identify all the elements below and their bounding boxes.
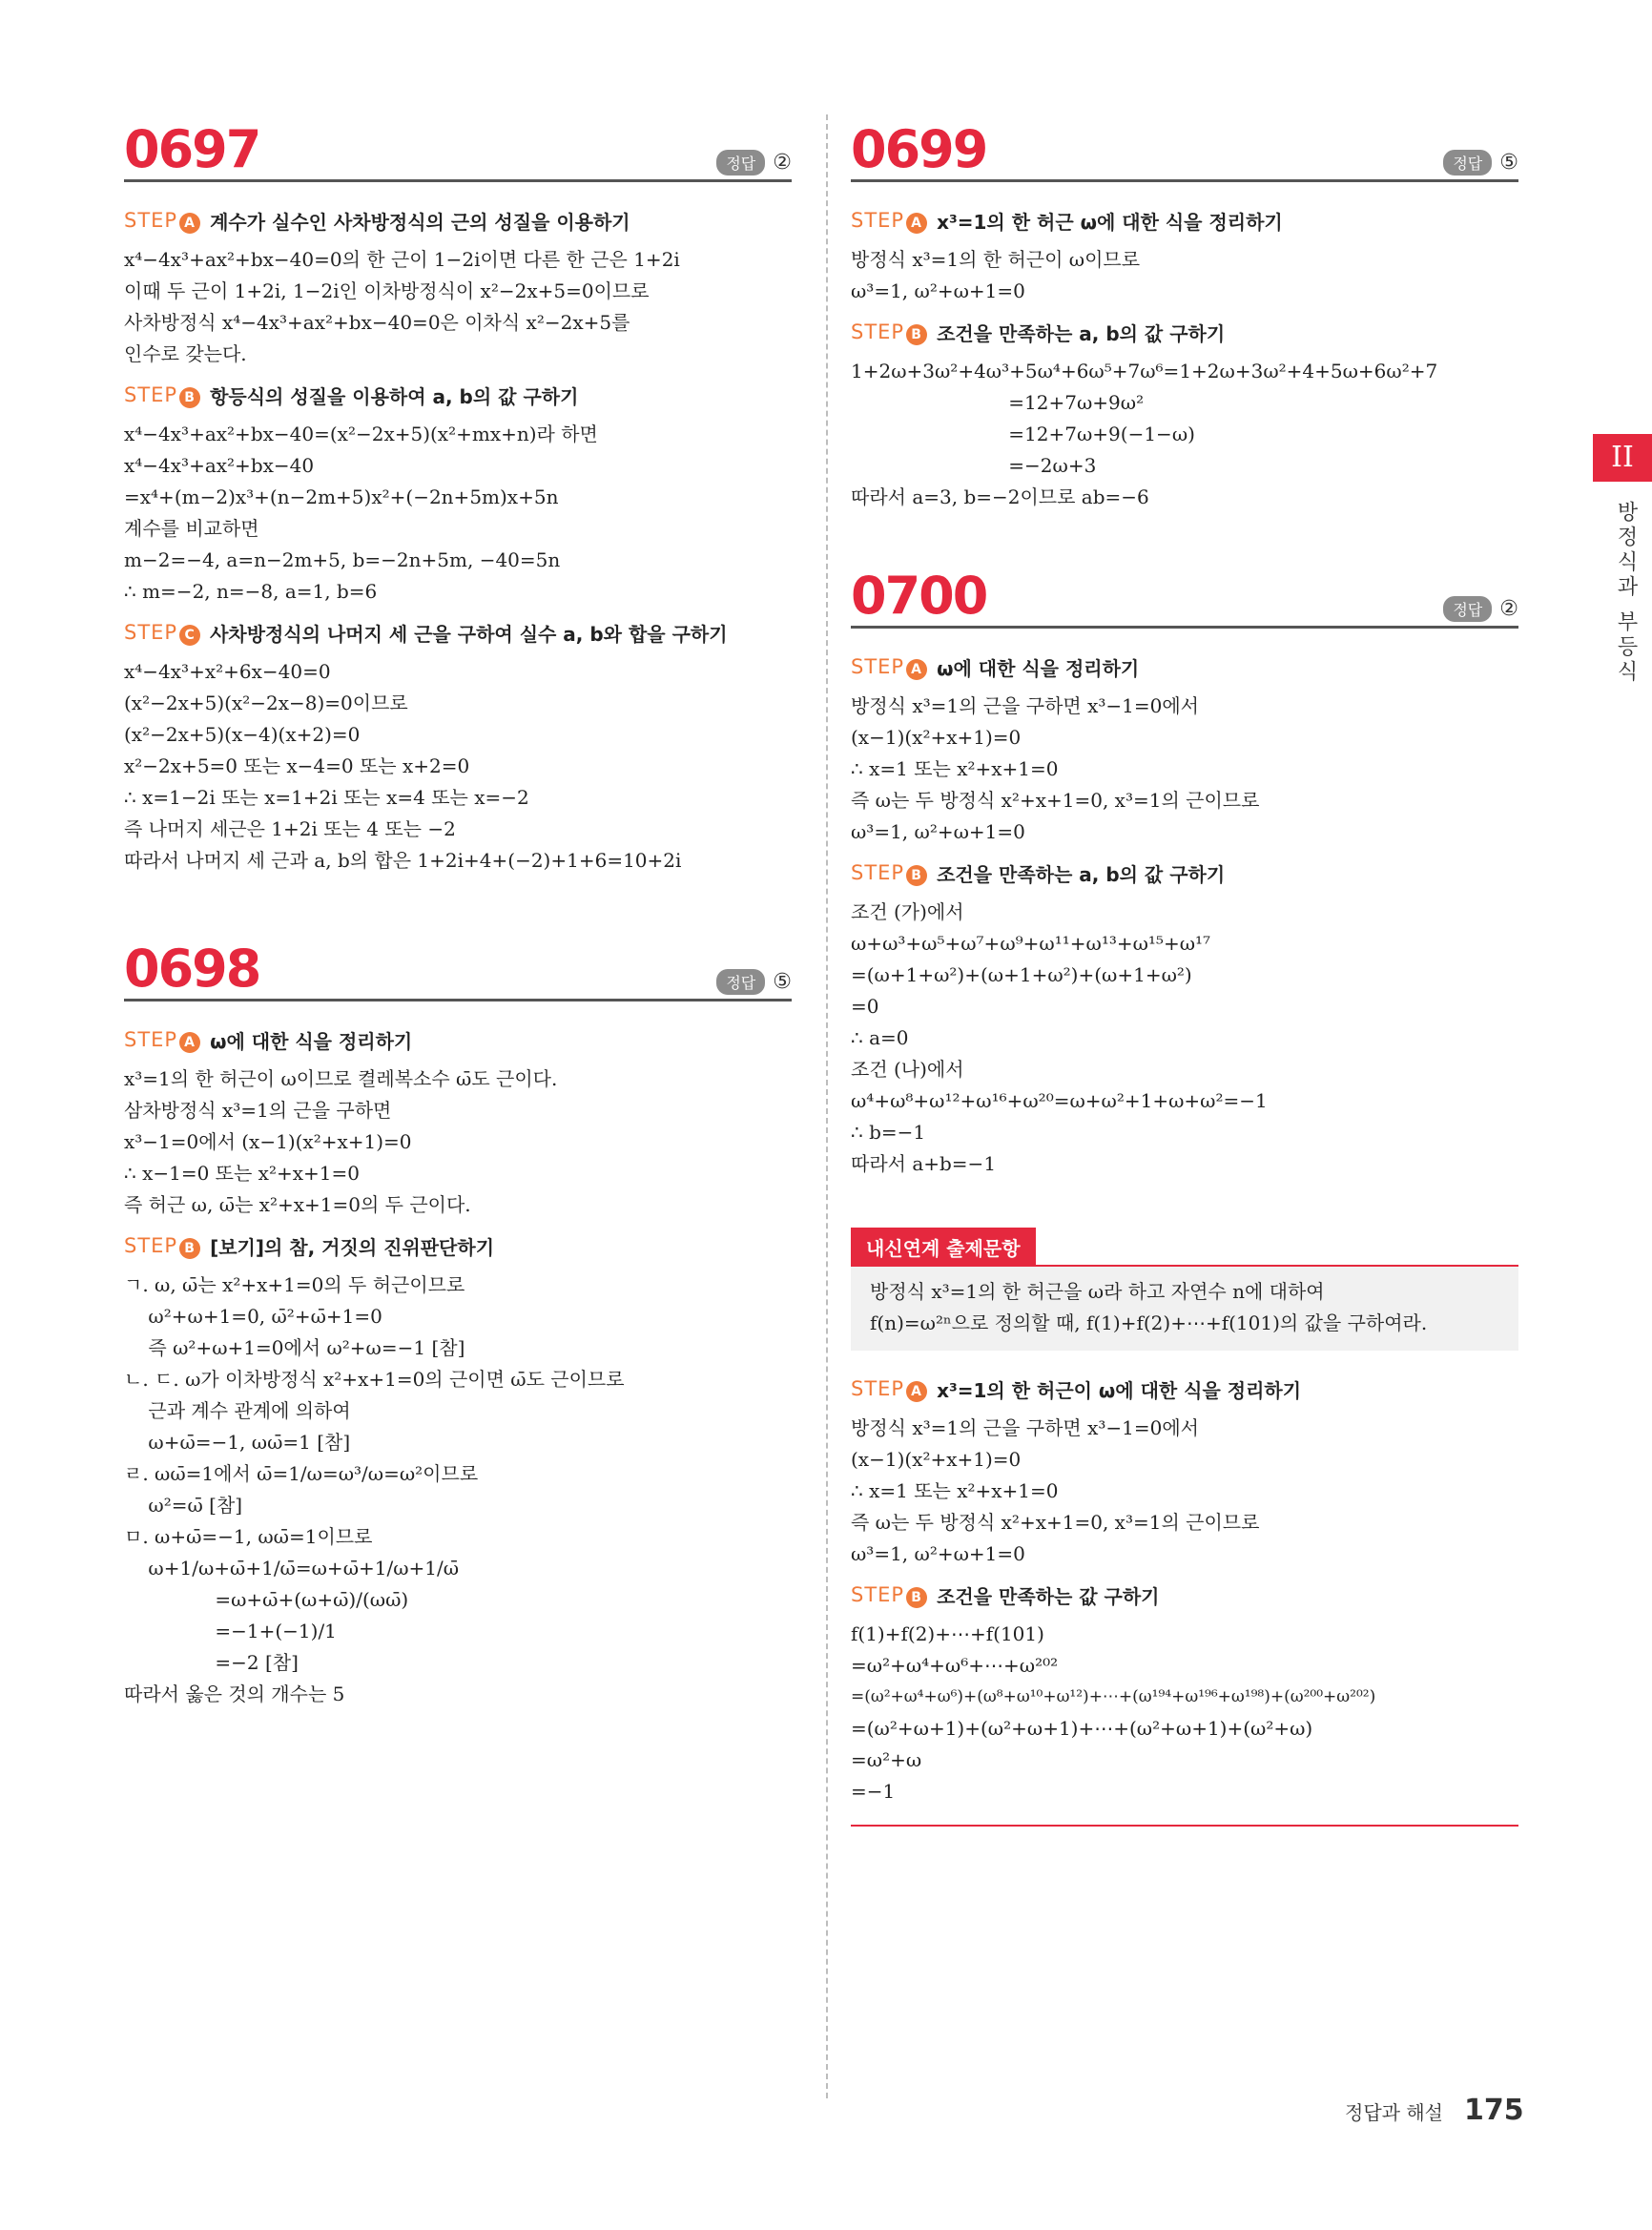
step-letter-icon: B — [179, 1238, 200, 1259]
solution-line: 따라서 옳은 것의 개수는 5 — [124, 1683, 345, 1705]
problem-header — [124, 939, 792, 1001]
solution-line: ω²=ω̄ [참] — [124, 1494, 243, 1517]
linked-problem-question — [851, 1267, 1518, 1351]
solution-line: 사차방정식 x⁴−4x³+ax²+bx−40=0은 이차식 x²−2x+5를 — [124, 311, 630, 334]
solution-line: ∴ m=−2, n=−8, a=1, b=6 — [124, 580, 378, 603]
step-tag: STEP B — [851, 320, 927, 345]
step-heading: 조건을 만족하는 값 구하기 — [937, 1585, 1160, 1608]
solution-line: =12+7ω+9(−1−ω) — [851, 423, 1195, 445]
solution-line: 계수를 비교하면 — [124, 517, 259, 540]
answer — [716, 969, 792, 995]
solution-line: =(ω+1+ω²)+(ω+1+ω²)+(ω+1+ω²) — [851, 963, 1192, 986]
step-heading: ω에 대한 식을 정리하기 — [937, 657, 1140, 680]
solution-line: m−2=−4, a=n−2m+5, b=−2n+5m, −40=5n — [124, 548, 561, 571]
problem-0700 — [851, 566, 1518, 1180]
linked-problem-box — [851, 1228, 1518, 1351]
answer — [1443, 150, 1518, 176]
problem-header — [851, 119, 1518, 182]
solution-line: 즉 나머지 세근은 1+2i 또는 4 또는 −2 — [124, 817, 456, 840]
solution-line: 따라서 a+b=−1 — [851, 1152, 997, 1175]
solution-line: ω³=1, ω²+ω+1=0 — [851, 1542, 1025, 1565]
answer-value: ⑤ — [1499, 151, 1518, 175]
solution-line: 즉 허근 ω, ω̄는 x²+x+1=0의 두 근이다. — [124, 1193, 471, 1216]
step-heading: x³=1의 한 허근 ω에 대한 식을 정리하기 — [937, 211, 1283, 234]
solution-line: ∴ x=1−2i 또는 x=1+2i 또는 x=4 또는 x=−2 — [124, 786, 529, 809]
step-b-title — [124, 1232, 792, 1260]
solution-line: =(ω²+ω⁴+ω⁶)+(ω⁸+ω¹⁰+ω¹²)+⋯+(ω¹⁹⁴+ω¹⁹⁶+ω¹⁹⁸)+(ω²⁰⁰+ω²⁰²) — [851, 1687, 1376, 1706]
step-a-title — [124, 207, 792, 235]
step-letter-icon: A — [179, 213, 200, 234]
step-tag: STEP C — [124, 621, 200, 646]
solution-line: =x⁴+(m−2)x³+(n−2m+5)x²+(−2n+5m)x+5n — [124, 485, 559, 508]
solution-line: (x²−2x+5)(x−4)(x+2)=0 — [124, 723, 361, 746]
solution-line: x⁴−4x³+ax²+bx−40=0의 한 근이 1−2i이면 다른 한 근은 1+2i — [124, 248, 680, 271]
chapter-title: 방정식과 부등식 — [1614, 501, 1638, 685]
step-letter-icon: C — [179, 625, 200, 646]
problem-0698 — [124, 939, 792, 1710]
solution-line: 근과 계수 관계에 의하여 — [124, 1399, 351, 1422]
solution-line: (x−1)(x²+x+1)=0 — [851, 1448, 1022, 1471]
solution-line: 즉 ω는 두 방정식 x²+x+1=0, x³=1의 근이므로 — [851, 1511, 1260, 1534]
answer-value: ② — [1499, 597, 1518, 621]
right-column — [851, 119, 1518, 1827]
solution-line: 즉 ω²+ω+1=0에서 ω²+ω=−1 [참] — [124, 1336, 465, 1359]
footer-label: 정답과 해설 — [1345, 2101, 1443, 2124]
step-heading: 항등식의 성질을 이용하여 a, b의 값 구하기 — [210, 385, 579, 408]
solution-line: x⁴−4x³+x²+6x−40=0 — [124, 660, 331, 683]
problem-0699 — [851, 119, 1518, 513]
solution-line: 1+2ω+3ω²+4ω³+5ω⁴+6ω⁵+7ω⁶=1+2ω+3ω²+4+5ω+6ω²+7 — [851, 360, 1438, 382]
solution-line: =ω+ω̄+(ω+ω̄)/(ωω̄) — [124, 1588, 409, 1611]
step-heading: [보기]의 참, 거짓의 진위판단하기 — [210, 1236, 495, 1259]
solution-line: =−1+(−1)/1 — [124, 1620, 337, 1642]
step-tag: STEP B — [851, 861, 927, 886]
solution-line: x³=1의 한 허근이 ω이므로 켤레복소수 ω̄도 근이다. — [124, 1067, 558, 1090]
answer — [716, 150, 792, 176]
step-letter-icon: B — [179, 387, 200, 408]
problem-header — [124, 119, 792, 182]
solution-line: ∴ a=0 — [851, 1026, 909, 1049]
solution-line: =−2 [참] — [124, 1651, 299, 1674]
column-divider — [826, 114, 828, 2098]
answer-badge: 정답 — [1443, 150, 1492, 176]
solution-line: f(1)+f(2)+⋯+f(101) — [851, 1622, 1044, 1645]
step-tag: STEP A — [124, 1028, 200, 1053]
step-b-title — [851, 859, 1518, 887]
step-tag: STEP B — [124, 1234, 200, 1259]
solution-line: =−2ω+3 — [851, 454, 1097, 477]
step-a-title — [851, 653, 1518, 681]
problem-header — [851, 566, 1518, 629]
solution-line: ㅁ. ω+ω̄=−1, ωω̄=1이므로 — [124, 1525, 373, 1548]
solution-line: 인수로 갖는다. — [124, 342, 247, 365]
linked-problem-label: 내신연계 출제문항 — [851, 1228, 1036, 1267]
problem-number: 0698 — [124, 939, 260, 999]
solution-line: ω³=1, ω²+ω+1=0 — [851, 279, 1025, 302]
chapter-tab: II — [1593, 434, 1652, 482]
solution-line: ∴ x=1 또는 x²+x+1=0 — [851, 1479, 1059, 1502]
solution-line: ω+ω³+ω⁵+ω⁷+ω⁹+ω¹¹+ω¹³+ω¹⁵+ω¹⁷ — [851, 932, 1211, 955]
step-letter-icon: B — [906, 324, 927, 345]
step-tag: STEP A — [124, 209, 200, 234]
solution-line: =12+7ω+9ω² — [851, 391, 1145, 414]
problem-0697 — [124, 119, 792, 877]
step-tag: STEP A — [851, 1377, 927, 1402]
step-tag: STEP B — [124, 383, 200, 408]
solution-line: =ω²+ω⁴+ω⁶+⋯+ω²⁰² — [851, 1654, 1059, 1677]
problem-number: 0697 — [124, 119, 260, 179]
solution-line: ω³=1, ω²+ω+1=0 — [851, 820, 1025, 843]
solution-line: 조건 (나)에서 — [851, 1058, 964, 1081]
answer — [1443, 596, 1518, 622]
solution-line: (x²−2x+5)(x²−2x−8)=0이므로 — [124, 692, 408, 714]
solution-line: 방정식 x³=1의 한 허근이 ω이므로 — [851, 248, 1141, 271]
step-letter-icon: A — [906, 213, 927, 234]
step-heading: x³=1의 한 허근이 ω에 대한 식을 정리하기 — [937, 1379, 1302, 1402]
problem-number: 0699 — [851, 119, 987, 179]
solution-line: =0 — [851, 995, 879, 1018]
solution-line: 즉 ω는 두 방정식 x²+x+1=0, x³=1의 근이므로 — [851, 789, 1260, 812]
solution-line: x³−1=0에서 (x−1)(x²+x+1)=0 — [124, 1130, 412, 1153]
solution-line: (x−1)(x²+x+1)=0 — [851, 726, 1022, 749]
solution-line: x⁴−4x³+ax²+bx−40 — [124, 454, 315, 477]
linked-problem-header — [851, 1228, 1518, 1267]
step-letter-icon: A — [179, 1032, 200, 1053]
solution-line: 이때 두 근이 1+2i, 1−2i인 이차방정식이 x²−2x+5=0이므로 — [124, 279, 650, 302]
linked-problem-end-rule — [851, 1825, 1518, 1827]
solution-line: 따라서 나머지 세 근과 a, b의 합은 1+2i+4+(−2)+1+6=10+2i — [124, 849, 682, 872]
solution-line: 조건 (가)에서 — [851, 900, 964, 923]
answer-value: ⑤ — [773, 970, 792, 994]
step-tag: STEP A — [851, 209, 927, 234]
step-tag: STEP A — [851, 655, 927, 680]
solution-line: x²−2x+5=0 또는 x−4=0 또는 x+2=0 — [124, 754, 470, 777]
solution-line: ㄹ. ωω̄=1에서 ω̄=1/ω=ω³/ω=ω²이므로 — [124, 1462, 479, 1485]
solution-line: ω+ω̄=−1, ωω̄=1 [참] — [124, 1431, 351, 1454]
step-heading: 사차방정식의 나머지 세 근을 구하여 실수 a, b와 합을 구하기 — [210, 623, 728, 646]
page-number: 175 — [1463, 2094, 1524, 2127]
step-b-title — [851, 1581, 1518, 1609]
solution-line: ㄱ. ω, ω̄는 x²+x+1=0의 두 허근이므로 — [124, 1273, 465, 1296]
solution-line: 따라서 a=3, b=−2이므로 ab=−6 — [851, 485, 1149, 508]
answer-badge: 정답 — [716, 969, 765, 995]
solution-line: =(ω²+ω+1)+(ω²+ω+1)+⋯+(ω²+ω+1)+(ω²+ω) — [851, 1717, 1313, 1740]
header-rule — [1036, 1265, 1518, 1267]
step-a-title — [851, 207, 1518, 235]
solution-line: 방정식 x³=1의 근을 구하면 x³−1=0에서 — [851, 1416, 1199, 1439]
step-a-title — [851, 1375, 1518, 1403]
answer-value: ② — [773, 151, 792, 175]
step-c-title — [124, 619, 792, 647]
solution-line: x⁴−4x³+ax²+bx−40=(x²−2x+5)(x²+mx+n)라 하면 — [124, 423, 598, 445]
answer-badge: 정답 — [716, 150, 765, 176]
step-a-title — [124, 1026, 792, 1054]
solution-line: ∴ x−1=0 또는 x²+x+1=0 — [124, 1162, 360, 1185]
step-heading: ω에 대한 식을 정리하기 — [210, 1030, 413, 1053]
step-letter-icon: B — [906, 1587, 927, 1608]
step-letter-icon: B — [906, 865, 927, 886]
step-heading: 조건을 만족하는 a, b의 값 구하기 — [937, 322, 1226, 345]
solution-line: ω²+ω+1=0, ω̄²+ω̄+1=0 — [124, 1305, 382, 1328]
solution-line: =ω²+ω — [851, 1748, 922, 1771]
solution-line: 삼차방정식 x³=1의 근을 구하면 — [124, 1099, 392, 1122]
solution-line: ∴ b=−1 — [851, 1121, 926, 1144]
question-line: 방정식 x³=1의 한 허근을 ω라 하고 자연수 n에 대하여 — [870, 1280, 1325, 1303]
step-heading: 조건을 만족하는 a, b의 값 구하기 — [937, 863, 1226, 886]
step-letter-icon: A — [906, 659, 927, 680]
left-column — [124, 119, 792, 1748]
solution-line: ω+1/ω+ω̄+1/ω̄=ω+ω̄+1/ω+1/ω̄ — [124, 1557, 460, 1580]
solution-line: ㄴ. ㄷ. ω가 이차방정식 x²+x+1=0의 근이면 ω̄도 근이므로 — [124, 1368, 625, 1391]
step-b-title — [851, 319, 1518, 346]
page-footer — [1345, 2094, 1524, 2127]
answer-badge: 정답 — [1443, 596, 1492, 622]
question-line: f(n)=ω²ⁿ으로 정의할 때, f(1)+f(2)+⋯+f(101)의 값을 구하여라. — [870, 1311, 1428, 1334]
solution-line: =−1 — [851, 1780, 896, 1803]
solution-line: ω⁴+ω⁸+ω¹²+ω¹⁶+ω²⁰=ω+ω²+1+ω+ω²=−1 — [851, 1089, 1268, 1112]
problem-number: 0700 — [851, 566, 987, 626]
solution-line: ∴ x=1 또는 x²+x+1=0 — [851, 757, 1059, 780]
solution-line: 방정식 x³=1의 근을 구하면 x³−1=0에서 — [851, 694, 1199, 717]
step-b-title — [124, 382, 792, 409]
step-tag: STEP B — [851, 1583, 927, 1608]
step-letter-icon: A — [906, 1381, 927, 1402]
step-heading: 계수가 실수인 사차방정식의 근의 성질을 이용하기 — [210, 211, 630, 234]
